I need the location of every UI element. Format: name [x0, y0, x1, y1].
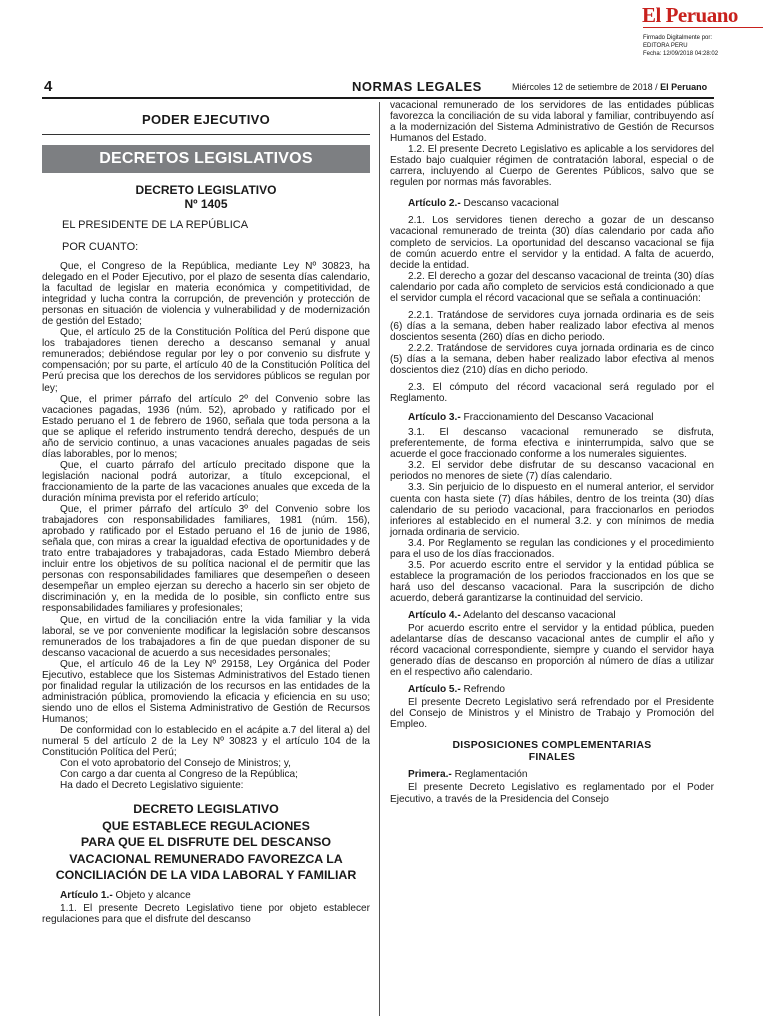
disposition-label: Primera.-: [408, 769, 452, 781]
article-paragraph: 3.1. El descanso vacacional remunerado se disfruta, preferentemente, de forma efectiva e ininterrumpida, salvo que se acuerde el goce fraccionado conforme a los numerales siguientes.: [390, 427, 714, 461]
dispositions-line: DISPOSICIONES COMPLEMENTARIAS: [452, 740, 652, 752]
considerando-paragraph: Ha dado el Decreto Legislativo siguiente:: [60, 780, 244, 792]
section-heading: PODER EJECUTIVO: [141, 112, 271, 127]
article-paragraph: vacacional remunerado de los servidores de las entidades públicas favorezca la conciliación de su vida laboral y familiar, contribuyendo así a la modernización del Sistema Administrativo de Gestión de Recursos Humanos del Estado.: [390, 100, 714, 145]
considerando-paragraph: Que, el cuarto párrafo del artículo precitado dispone que la legislación nacional podrá autorizar, a título excepcional, el fraccionamiento de la parte de las vacaciones anuales que exceda de la duración mínima prevista por el referido artículo;: [42, 459, 370, 504]
article-title: Descanso vacacional: [460, 198, 559, 210]
considerando-paragraph: Que, el primer párrafo del artículo 2º del Convenio sobre las vacaciones pagadas, 1936 (núm. 52), aprobado y ratificado por el Estado peruano el 1 de febrero de 1960, señala que toda persona a la que se aplique el referido instrumento tendrá derecho, después de un año de servicio continuo, a unas vacaciones anuales pagadas de seis días laborables, por lo menos;: [42, 393, 370, 460]
dispositions-heading: [390, 740, 714, 763]
presidente-line: EL PRESIDENTE DE LA REPÚBLICA: [62, 219, 249, 231]
decree-number: Nº 1405: [184, 197, 228, 211]
left-column: [42, 104, 370, 1020]
article-paragraph: El presente Decreto Legislativo será refrendado por el Presidente del Consejo de Ministros y el Ministro de Trabajo y Promoción del Empleo.: [390, 697, 714, 731]
primera-heading: [408, 769, 714, 780]
section-title: NORMAS LEGALES: [352, 79, 482, 94]
article-label: Artículo 3.-: [408, 412, 461, 424]
digital-signature: [643, 34, 763, 58]
article-paragraph: Por acuerdo escrito entre el servidor y la entidad pública, pueden adelantarse días de descanso vacacional antes de cumplir el año y récord vacacional correspondiente, siempre y cuando el servidor haya generado días de descanso en proporción al número de días a utilizar en el respectivo año calendario.: [390, 623, 714, 679]
article-title: Fraccionamiento del Descanso Vacacional: [460, 412, 654, 424]
category-banner: DECRETOS LEGISLATIVOS: [42, 145, 370, 173]
newspaper-logo: El Peruano: [642, 3, 738, 27]
considerando-paragraph: Que, en virtud de la conciliación entre la vida familiar y la vida laboral, se ve por conveniente modificar la legislación sobre descansos remunerados de los trabajadores a fin de que puedan disponer de su descanso vacacional de acuerdo a sus necesidades personales;: [42, 614, 370, 659]
article-paragraph: 2.2.1. Tratándose de servidores cuya jornada ordinaria es de seis (6) días a la semana, deben haber realizado labor efectiva al menos doscientos sesenta (260) días en dicho periodo.: [390, 309, 714, 343]
article-1-heading: [60, 890, 370, 901]
article-5-heading: [408, 684, 714, 695]
article-paragraph: 2.2.2. Tratándose de servidores cuya jornada ordinaria es de cinco (5) días a la semana, deben haber realizado labor efectiva al menos doscientos diez (210) días en dicho periodo.: [390, 342, 714, 377]
page-number: 4: [44, 78, 53, 95]
article-title: Objeto y alcance: [112, 889, 191, 901]
considerando-paragraph: Que, el Congreso de la República, mediante Ley Nº 30823, ha delegado en el Poder Ejecutivo, por el plazo de sesenta días calendario, la facultad de legislar en materia económica y competitividad, de integridad y lucha contra la corrupción, de prevención y protección de personas en situación de violencia y vulnerabilidad y de modernización de gestión del Estado;: [42, 261, 370, 328]
article-paragraph: 3.3. Sin perjuicio de lo dispuesto en el numeral anterior, el servidor cuenta con hasta siete (7) días hábiles, dentro de los treinta (30) días calendario de su periodo vacacional, para fraccionarlos en periodos inferiores al establecido en el numeral 3.2. y con mínimos de media jornada ordinaria de servicio.: [390, 482, 714, 538]
law-title-line: PARA QUE EL DISFRUTE DEL DESCANSO: [80, 835, 332, 850]
article-paragraph: 2.1. Los servidores tienen derecho a gozar de un descanso vacacional remunerado de treinta (30) días calendario por cada año completo de servicios. La oportunidad del descanso vacacional se fija de común acuerdo entre el servidor y la entidad. A falta de acuerdo, decide la entidad.: [390, 215, 714, 271]
law-title-line: VACACIONAL REMUNERADO FAVOREZCA LA: [69, 851, 343, 866]
paper-name: El Peruano: [660, 82, 708, 92]
considerando-paragraph: Con el voto aprobatorio del Consejo de Ministros; y,: [60, 758, 291, 770]
article-2-heading: [408, 198, 714, 209]
logo-underline: [643, 27, 763, 28]
signature-line: EDITORA PERU: [643, 43, 688, 49]
article-paragraph: 3.5. Por acuerdo escrito entre el servidor y la entidad pública se establece la programación de los periodos fraccionados en los que se hará uso del descanso vacacional. Para la suscripción de dicho acuerdo, deberá garantizarse la continuidad del servicio.: [390, 559, 714, 604]
dispositions-line: FINALES: [528, 751, 576, 763]
section-rule: [42, 134, 370, 135]
considerando-paragraph: Que, el artículo 46 de la Ley Nº 29158, Ley Orgánica del Poder Ejecutivo, establece que los Sistemas Administrativos del Estado tienen por finalidad regular la utilización de los recursos en las entidades de la administración pública, promoviendo la eficacia y eficiencia en su uso; siendo uno de ellos el Sistema Administrativo de Gestión de Recursos Humanos;: [42, 658, 370, 725]
page-header: [42, 76, 714, 98]
considerando-paragraph: Que, el primer párrafo del artículo 3º del Convenio sobre los trabajadores con responsabilidades familiares, 1981 (núm. 156), aprobado y ratificado por el Estado peruano el 16 de junio de 1986, señala que, con miras a crear la igualdad efectiva de oportunidades y de trato entre trabajadores y trabajadoras, cada Estado Miembro deberá incluir entre los objetivos de su política nacional el de permitir que las personas con responsabilidades familiares que desempeñen o deseen desempeñar un empleo ejerzan su derecho a hacerlo sin ser objeto de discriminación y, en la medida de lo posible, sin conflicto entre sus responsabilidades familiares y profesionales;: [42, 504, 370, 615]
considerando-paragraph: Que, el artículo 25 de la Constitución Política del Perú dispone que los trabajadores tienen derecho a descanso semanal y anual remunerados; debiéndose regular por ley o por convenio su disfrute y compensación; por su parte, el artículo 40 de la Constitución Política del Perú precisa que los derechos de los servidores públicos se regulan por ley;: [42, 327, 370, 394]
date-text: Miércoles 12 de setiembre de 2018 /: [512, 82, 658, 92]
law-title: [42, 801, 370, 884]
article-label: Artículo 1.-: [60, 889, 113, 901]
article-paragraph: 2.2. El derecho a gozar del descanso vacacional de treinta (30) días calendario por cada año completo de servicios está condicionado a que el servidor cumpla el récord vacacional que se señala a continuación:: [390, 270, 714, 304]
header-rule: [42, 97, 714, 99]
column-separator: [379, 102, 380, 1016]
article-paragraph: 2.3. El cómputo del récord vacacional será regulado por el Reglamento.: [390, 382, 714, 405]
disposition-paragraph: El presente Decreto Legislativo es reglamentado por el Poder Ejecutivo, a través de la Presidencia del Consejo: [390, 782, 714, 805]
article-title: Adelanto del descanso vacacional: [460, 609, 616, 621]
article-label: Artículo 5.-: [408, 684, 461, 696]
article-4-heading: [408, 610, 714, 621]
article-paragraph: 1.1. El presente Decreto Legislativo tiene por objeto establecer regulaciones para que el disfrute del descanso: [42, 902, 370, 925]
considerando-paragraph: Con cargo a dar cuenta al Congreso de la República;: [60, 769, 298, 781]
law-title-line: DECRETO LEGISLATIVO: [133, 802, 279, 817]
article-label: Artículo 4.-: [408, 609, 461, 621]
article-3-heading: [390, 412, 714, 423]
article-paragraph: 3.2. El servidor debe disfrutar de su descanso vacacional en periodos no menores de siete (7) días calendario.: [390, 460, 714, 483]
decree-title: DECRETO LEGISLATIVO: [135, 183, 277, 197]
issue-date: [512, 82, 707, 92]
article-paragraph: 1.2. El presente Decreto Legislativo es aplicable a los servidores del Estado bajo cualquier régimen de contratación laboral, especial o de carrera, incluyendo al Cuerpo de Gerentes Públicos, salvo que se regulen por normas más favorables.: [390, 144, 714, 189]
right-column: [390, 100, 714, 1020]
law-title-line: QUE ESTABLECE REGULACIONES: [102, 818, 310, 833]
disposition-title: Reglamentación: [451, 769, 528, 781]
signature-line: Firmado Digitalmente por:: [643, 35, 713, 41]
article-paragraph: 3.4. Por Reglamento se regulan las condiciones y el procedimiento para el uso de los días fraccionados.: [390, 537, 714, 560]
signature-line: Fecha: 12/09/2018 04:28:02: [643, 51, 719, 57]
por-cuanto: POR CUANTO:: [62, 241, 139, 253]
article-title: Refrendo: [460, 684, 506, 696]
article-label: Artículo 2.-: [408, 198, 461, 210]
considerando-paragraph: De conformidad con lo establecido en el acápite a.7 del literal a) del numeral 5 del artículo 2 de la Ley Nº 30823 y el artículo 104 de la Constitución Política del Perú;: [42, 724, 370, 759]
law-title-line: CONCILIACIÓN DE LA VIDA LABORAL Y FAMILIAR: [55, 868, 357, 883]
